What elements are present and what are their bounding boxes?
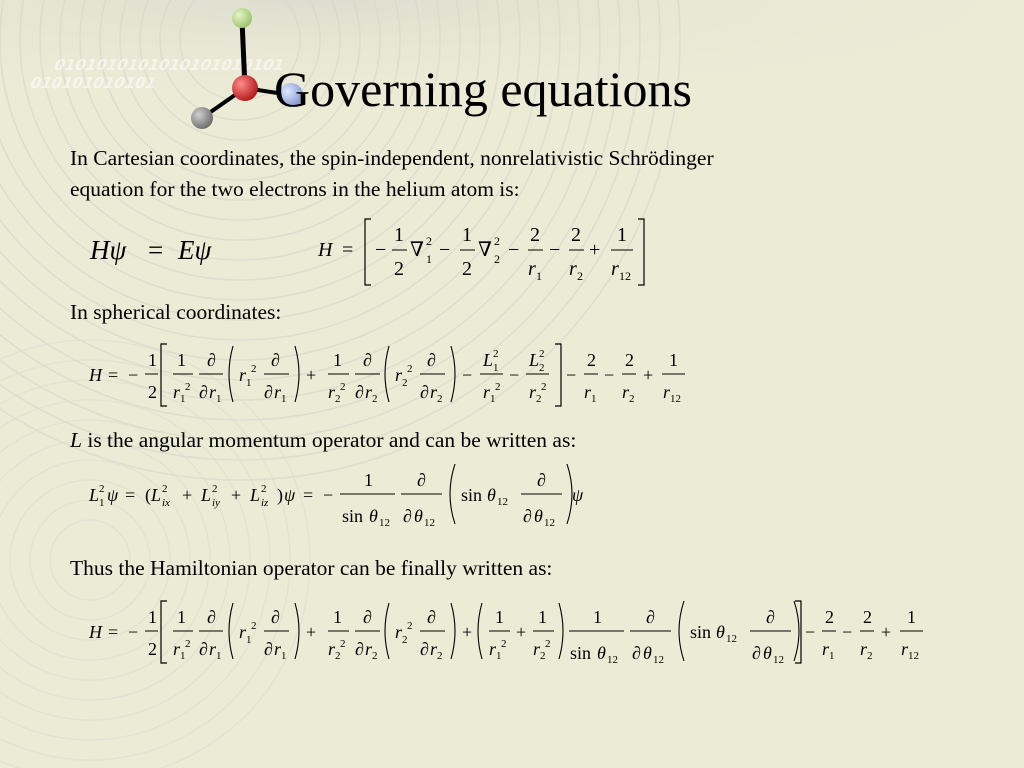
- svg-text:=: =: [108, 622, 119, 642]
- svg-text:sin: sin: [342, 506, 364, 526]
- svg-text:r: r: [611, 258, 619, 280]
- svg-text:∂: ∂: [355, 382, 364, 402]
- svg-text:sin: sin: [570, 643, 592, 663]
- svg-text:sin: sin: [461, 485, 483, 505]
- svg-text:2: 2: [212, 483, 218, 495]
- svg-text:L: L: [483, 350, 494, 370]
- final-heading: Thus the Hamiltonian operator can be finally written as:: [70, 556, 553, 580]
- svg-text:(: (: [145, 485, 151, 505]
- svg-text:r: r: [173, 382, 181, 402]
- svg-text:2: 2: [494, 234, 500, 248]
- svg-text:−: −: [509, 365, 520, 385]
- svg-text:r: r: [239, 365, 247, 385]
- svg-text:L: L: [89, 485, 100, 505]
- svg-text:2: 2: [185, 638, 191, 650]
- svg-text:θ: θ: [597, 643, 606, 663]
- svg-text:12: 12: [773, 654, 784, 666]
- svg-text:2: 2: [402, 634, 408, 646]
- svg-text:12: 12: [908, 650, 919, 662]
- svg-text:+: +: [516, 622, 527, 642]
- svg-text:1: 1: [99, 497, 105, 509]
- svg-text:1: 1: [148, 607, 157, 627]
- svg-text:H: H: [89, 365, 102, 385]
- molecule-atom-red: [232, 75, 258, 101]
- svg-text:2: 2: [402, 377, 408, 389]
- svg-text:∂: ∂: [264, 382, 273, 402]
- svg-text:H: H: [318, 239, 333, 261]
- svg-text:∂: ∂: [271, 350, 280, 370]
- svg-text:iy: iy: [212, 497, 220, 509]
- svg-text:r: r: [328, 382, 336, 402]
- svg-text:1: 1: [536, 269, 542, 283]
- svg-text:ix: ix: [162, 497, 170, 509]
- svg-text:2: 2: [867, 650, 873, 662]
- svg-text:∂: ∂: [427, 607, 436, 627]
- svg-text:r: r: [901, 639, 909, 659]
- svg-text:12: 12: [670, 393, 681, 405]
- svg-text:∂: ∂: [646, 607, 655, 627]
- svg-text:r: r: [274, 639, 282, 659]
- svg-text:+: +: [231, 485, 242, 505]
- svg-text:−: −: [128, 365, 139, 385]
- svg-text:1: 1: [593, 607, 602, 627]
- svg-text:1: 1: [333, 607, 342, 627]
- svg-text:+: +: [881, 622, 892, 642]
- svg-text:∂: ∂: [355, 639, 364, 659]
- svg-text:12: 12: [607, 654, 618, 666]
- svg-text:1: 1: [216, 393, 222, 405]
- svg-text:1: 1: [669, 350, 678, 370]
- svg-text:1: 1: [333, 350, 342, 370]
- svg-text:r: r: [483, 382, 491, 402]
- svg-text:=: =: [342, 239, 354, 261]
- svg-text:2: 2: [539, 348, 545, 360]
- svg-text:r: r: [328, 639, 336, 659]
- svg-text:2: 2: [407, 620, 413, 632]
- svg-text:r: r: [822, 639, 830, 659]
- svg-text:1: 1: [364, 470, 373, 490]
- svg-text:2: 2: [495, 381, 501, 393]
- svg-text:r: r: [239, 622, 247, 642]
- svg-text:2: 2: [540, 650, 546, 662]
- svg-text:2: 2: [426, 234, 432, 248]
- svg-text:∂: ∂: [403, 506, 412, 526]
- svg-text:∂: ∂: [632, 643, 641, 663]
- svg-text:2: 2: [99, 483, 105, 495]
- svg-text:ψ: ψ: [107, 485, 119, 505]
- svg-text:r: r: [663, 382, 671, 402]
- svg-text:1: 1: [177, 350, 186, 370]
- svg-text:θ: θ: [487, 485, 496, 505]
- svg-text:2: 2: [335, 650, 341, 662]
- svg-text:r: r: [209, 639, 217, 659]
- svg-text:2: 2: [437, 393, 443, 405]
- svg-text:1: 1: [180, 393, 186, 405]
- svg-text:r: r: [489, 639, 497, 659]
- svg-text:θ: θ: [414, 506, 423, 526]
- svg-text:1: 1: [177, 607, 186, 627]
- svg-text:r: r: [529, 382, 537, 402]
- svg-text:=: =: [303, 485, 314, 505]
- svg-text:r: r: [274, 382, 282, 402]
- svg-text:∂: ∂: [207, 607, 216, 627]
- svg-text:2: 2: [407, 363, 413, 375]
- svg-text:2: 2: [501, 638, 507, 650]
- svg-text:∂: ∂: [207, 350, 216, 370]
- svg-text:2: 2: [571, 224, 581, 246]
- svg-text:1: 1: [617, 224, 627, 246]
- svg-text:+: +: [589, 239, 601, 261]
- spherical-heading: In spherical coordinates:: [70, 300, 282, 324]
- svg-text:∂: ∂: [420, 382, 429, 402]
- svg-text:iz: iz: [261, 497, 269, 509]
- schrodinger-equation: [90, 230, 240, 270]
- svg-text:r: r: [528, 258, 536, 280]
- svg-text:θ: θ: [763, 643, 772, 663]
- svg-text:1: 1: [907, 607, 916, 627]
- svg-text:2: 2: [541, 381, 547, 393]
- svg-text:∂: ∂: [363, 350, 372, 370]
- spherical-hamiltonian-equation: [85, 340, 690, 412]
- svg-text:1: 1: [462, 224, 472, 246]
- angular-momentum-heading: [70, 425, 576, 456]
- svg-text:r: r: [430, 382, 438, 402]
- svg-text:12: 12: [379, 517, 390, 529]
- svg-text:r: r: [533, 639, 541, 659]
- svg-text:1: 1: [426, 252, 432, 266]
- svg-text:1: 1: [493, 362, 499, 374]
- svg-text:1: 1: [591, 393, 597, 405]
- svg-text:2: 2: [394, 258, 404, 280]
- svg-text:2: 2: [629, 393, 635, 405]
- svg-text:r: r: [365, 639, 373, 659]
- svg-text:r: r: [584, 382, 592, 402]
- svg-text:1: 1: [246, 377, 252, 389]
- svg-text:∂: ∂: [199, 639, 208, 659]
- svg-text:L: L: [201, 485, 212, 505]
- svg-text:2: 2: [372, 650, 378, 662]
- svg-text:∂: ∂: [427, 350, 436, 370]
- svg-text:r: r: [365, 382, 373, 402]
- svg-text:2: 2: [493, 348, 499, 360]
- molecule-atom-green: [232, 8, 252, 28]
- svg-text:2: 2: [251, 620, 257, 632]
- svg-text:): ): [277, 485, 283, 505]
- svg-text:1: 1: [394, 224, 404, 246]
- svg-text:∂: ∂: [199, 382, 208, 402]
- svg-text:12: 12: [619, 269, 631, 283]
- svg-text:Hψ: Hψ: [90, 235, 127, 265]
- svg-text:−: −: [128, 622, 139, 642]
- svg-text:r: r: [395, 365, 403, 385]
- svg-text:1: 1: [148, 350, 157, 370]
- svg-text:2: 2: [530, 224, 540, 246]
- svg-text:r: r: [209, 382, 217, 402]
- svg-text:2: 2: [625, 350, 634, 370]
- svg-text:r: r: [395, 622, 403, 642]
- svg-text:1: 1: [216, 650, 222, 662]
- svg-text:2: 2: [148, 639, 157, 659]
- svg-text:r: r: [173, 639, 181, 659]
- svg-text:+: +: [182, 485, 193, 505]
- svg-text:+: +: [306, 622, 317, 642]
- svg-text:−: −: [549, 239, 561, 261]
- svg-text:−: −: [566, 365, 577, 385]
- svg-text:2: 2: [577, 269, 583, 283]
- svg-text:2: 2: [340, 381, 346, 393]
- svg-text:2: 2: [437, 650, 443, 662]
- svg-text:2: 2: [251, 363, 257, 375]
- svg-text:∂: ∂: [363, 607, 372, 627]
- svg-text:∂: ∂: [752, 643, 761, 663]
- svg-text:2: 2: [261, 483, 267, 495]
- svg-text:1: 1: [496, 650, 502, 662]
- svg-text:2: 2: [162, 483, 168, 495]
- svg-text:−: −: [805, 622, 816, 642]
- svg-text:θ: θ: [369, 506, 378, 526]
- svg-text:=: =: [148, 235, 164, 265]
- svg-text:2: 2: [494, 252, 500, 266]
- svg-text:+: +: [643, 365, 654, 385]
- svg-text:−: −: [508, 239, 520, 261]
- svg-text:r: r: [622, 382, 630, 402]
- svg-text:+: +: [306, 365, 317, 385]
- svg-text:2: 2: [536, 393, 542, 405]
- svg-text:2: 2: [825, 607, 834, 627]
- svg-text:2: 2: [185, 381, 191, 393]
- angular-momentum-equation: [85, 460, 595, 532]
- svg-text:∂: ∂: [417, 470, 426, 490]
- svg-text:θ: θ: [716, 622, 725, 642]
- svg-text:1: 1: [246, 634, 252, 646]
- svg-text:−: −: [462, 365, 473, 385]
- svg-text:1: 1: [490, 393, 496, 405]
- svg-text:−: −: [439, 239, 451, 261]
- binary-digits-bottom: 010101010101: [28, 74, 158, 92]
- svg-text:2: 2: [335, 393, 341, 405]
- svg-text:∂: ∂: [271, 607, 280, 627]
- svg-text:=: =: [108, 365, 119, 385]
- svg-text:1: 1: [281, 393, 287, 405]
- svg-text:∂: ∂: [523, 506, 532, 526]
- svg-text:∂: ∂: [420, 639, 429, 659]
- slide-title: Governing equations: [274, 61, 692, 117]
- svg-text:L: L: [529, 350, 540, 370]
- svg-text:2: 2: [587, 350, 596, 370]
- svg-text:−: −: [604, 365, 615, 385]
- svg-text:2: 2: [372, 393, 378, 405]
- svg-text:12: 12: [544, 517, 555, 529]
- intro-line-1: In Cartesian coordinates, the spin-independent, nonrelativistic Schrödinger: [70, 146, 714, 170]
- svg-text:∇: ∇: [410, 239, 424, 261]
- svg-text:L: L: [151, 485, 162, 505]
- intro-line-2: equation for the two electrons in the helium atom is:: [70, 177, 520, 201]
- svg-text:−: −: [323, 485, 334, 505]
- svg-text:2: 2: [340, 638, 346, 650]
- svg-text:2: 2: [539, 362, 545, 374]
- binary-digits-top: 0101010101010101010101: [52, 56, 287, 74]
- svg-text:r: r: [569, 258, 577, 280]
- svg-text:sin: sin: [690, 622, 712, 642]
- svg-text:θ: θ: [643, 643, 652, 663]
- svg-text:1: 1: [495, 607, 504, 627]
- svg-text:∂: ∂: [537, 470, 546, 490]
- svg-text:+: +: [462, 622, 473, 642]
- svg-text:−: −: [375, 239, 387, 261]
- svg-text:r: r: [860, 639, 868, 659]
- molecule-atom-gray: [191, 107, 213, 129]
- svg-text:2: 2: [545, 638, 551, 650]
- svg-text:1: 1: [180, 650, 186, 662]
- svg-text:1: 1: [829, 650, 835, 662]
- angular-momentum-description: is the angular momentum operator and can be written as:: [81, 428, 577, 452]
- svg-text:=: =: [125, 485, 136, 505]
- svg-text:2: 2: [462, 258, 472, 280]
- svg-text:2: 2: [863, 607, 872, 627]
- svg-text:r: r: [430, 639, 438, 659]
- cartesian-hamiltonian-equation: [315, 213, 655, 289]
- final-hamiltonian-equation: [85, 597, 935, 669]
- svg-text:Eψ: Eψ: [178, 235, 212, 265]
- svg-text:ψ: ψ: [572, 485, 584, 505]
- svg-text:12: 12: [424, 517, 435, 529]
- svg-text:1: 1: [538, 607, 547, 627]
- angular-momentum-symbol: L: [70, 428, 82, 452]
- svg-text:1: 1: [281, 650, 287, 662]
- svg-text:θ: θ: [534, 506, 543, 526]
- svg-text:H: H: [89, 622, 102, 642]
- svg-text:∂: ∂: [264, 639, 273, 659]
- svg-text:12: 12: [497, 496, 508, 508]
- svg-text:2: 2: [148, 382, 157, 402]
- svg-text:ψ: ψ: [284, 485, 296, 505]
- svg-text:L: L: [250, 485, 261, 505]
- svg-text:∂: ∂: [766, 607, 775, 627]
- svg-text:12: 12: [653, 654, 664, 666]
- svg-text:∇: ∇: [478, 239, 492, 261]
- svg-text:−: −: [842, 622, 853, 642]
- svg-text:12: 12: [726, 633, 737, 645]
